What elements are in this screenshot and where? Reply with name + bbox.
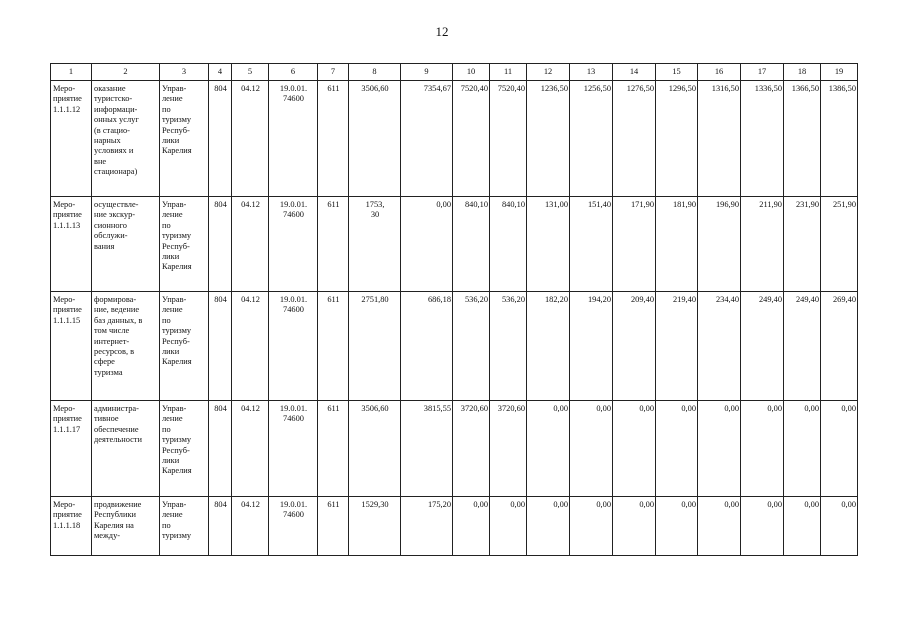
cell-c14: 171,90: [613, 197, 656, 292]
cell-desc-line: Карелия на: [94, 520, 134, 530]
cell-event: [51, 81, 92, 197]
cell-desc-line: осуществле-: [94, 200, 139, 209]
cell-c8-line: 3506,60: [361, 404, 389, 413]
column-header-5: 5: [232, 64, 269, 81]
column-header-11: 11: [490, 64, 527, 81]
cell-c16: 196,90: [698, 197, 741, 292]
cell-c8-line: 1753,: [365, 200, 385, 209]
cell-agency-line: ление: [162, 210, 183, 220]
cell-c10: 0,00: [453, 497, 490, 556]
cell-agency-line: туризму: [162, 326, 192, 336]
cell-agency-line: Управ-: [162, 295, 187, 304]
cell-c6-line: 74600: [283, 414, 304, 424]
cell-c9: 7354,67: [401, 81, 453, 197]
cell-agency-line: ление: [162, 305, 183, 315]
cell-c19: 0,00: [821, 497, 858, 556]
cell-desc-line: (в стацио-: [94, 125, 130, 135]
cell-agency-line: ление: [162, 94, 183, 104]
column-header-8: 8: [349, 64, 401, 81]
cell-c9: 175,20: [401, 497, 453, 556]
cell-c11: 7520,40: [490, 81, 527, 197]
cell-desc-line: обслужи-: [94, 231, 128, 241]
cell-agency-line: Управ-: [162, 500, 187, 509]
cell-c16: 1316,50: [698, 81, 741, 197]
cell-event-line: приятие: [53, 510, 82, 520]
cell-c15: 1296,50: [656, 81, 698, 197]
cell-desc: [92, 497, 160, 556]
cell-c18: 0,00: [784, 401, 821, 497]
cell-c12: 0,00: [527, 401, 570, 497]
cell-agency-line: ление: [162, 510, 183, 520]
cell-c11: 840,10: [490, 197, 527, 292]
cell-c6-line: 74600: [283, 210, 304, 220]
cell-agency-line: Респуб-: [162, 336, 190, 346]
cell-c5: 04.12: [232, 497, 269, 556]
cell-c14: 0,00: [613, 497, 656, 556]
cell-c12: 0,00: [527, 497, 570, 556]
cell-desc-line: тивное: [94, 414, 119, 424]
cell-agency-line: туризму: [162, 531, 192, 541]
cell-c10: 7520,40: [453, 81, 490, 197]
cell-agency: [160, 292, 209, 401]
cell-agency-line: Карелия: [162, 357, 192, 367]
cell-c16: 0,00: [698, 497, 741, 556]
cell-c4: 804: [209, 292, 232, 401]
cell-event-line: Меро-: [53, 500, 76, 509]
cell-c14: 1276,50: [613, 81, 656, 197]
cell-c5: 04.12: [232, 292, 269, 401]
cell-event: [51, 401, 92, 497]
cell-desc-line: администра-: [94, 404, 139, 413]
cell-agency: [160, 81, 209, 197]
cell-c14: 209,40: [613, 292, 656, 401]
cell-agency-line: по: [162, 424, 171, 434]
cell-c13: 0,00: [570, 497, 613, 556]
cell-c15: 0,00: [656, 401, 698, 497]
cell-agency-line: по: [162, 315, 171, 325]
cell-c6-line: 74600: [283, 305, 304, 315]
cell-agency: [160, 197, 209, 292]
column-header-15: 15: [656, 64, 698, 81]
cell-c19: 251,90: [821, 197, 858, 292]
cell-event-line: 1.1.1.17: [53, 424, 81, 434]
cell-agency-line: по: [162, 220, 171, 230]
cell-c18: 0,00: [784, 497, 821, 556]
cell-c6-line: 19.0.01.: [279, 84, 308, 93]
cell-agency-line: лики: [162, 252, 180, 262]
cell-agency-line: Карелия: [162, 466, 192, 476]
cell-c11: 0,00: [490, 497, 527, 556]
cell-c11: 3720,60: [490, 401, 527, 497]
cell-c17: 249,40: [741, 292, 784, 401]
cell-c6-line: 74600: [283, 510, 304, 520]
cell-desc-line: деятельности: [94, 435, 142, 445]
cell-c15: 0,00: [656, 497, 698, 556]
column-header-10: 10: [453, 64, 490, 81]
cell-c17: 1336,50: [741, 81, 784, 197]
cell-agency-line: Респуб-: [162, 241, 190, 251]
cell-desc-line: формирова-: [94, 295, 137, 304]
cell-c19: 269,40: [821, 292, 858, 401]
cell-desc-line: интернет-: [94, 336, 130, 346]
cell-event-line: приятие: [53, 414, 82, 424]
cell-c12: 1236,50: [527, 81, 570, 197]
cell-c7: 611: [318, 292, 349, 401]
cell-agency-line: Управ-: [162, 200, 187, 209]
cell-c16: 0,00: [698, 401, 741, 497]
cell-desc-line: оказание: [94, 84, 126, 93]
cell-c13: 1256,50: [570, 81, 613, 197]
cell-event-line: Меро-: [53, 200, 76, 209]
cell-c6-line: 74600: [283, 94, 304, 104]
cell-c18: 249,40: [784, 292, 821, 401]
cell-c17: 0,00: [741, 401, 784, 497]
column-header-6: 6: [269, 64, 318, 81]
cell-c8: [349, 197, 401, 292]
cell-c13: 151,40: [570, 197, 613, 292]
cell-agency: [160, 497, 209, 556]
cell-agency-line: по: [162, 520, 171, 530]
cell-agency-line: ление: [162, 414, 183, 424]
cell-desc-line: между-: [94, 531, 121, 541]
cell-event-line: Меро-: [53, 84, 76, 93]
cell-c4: 804: [209, 497, 232, 556]
cell-c9: 3815,55: [401, 401, 453, 497]
cell-agency-line: туризму: [162, 231, 192, 241]
cell-event-line: приятие: [53, 210, 82, 220]
cell-desc-line: продвижение: [94, 500, 142, 509]
cell-c8-line: 3506,60: [361, 84, 389, 93]
cell-desc-line: нарных: [94, 136, 121, 146]
cell-desc-line: ресурсов, в: [94, 347, 135, 357]
cell-desc-line: туризма: [94, 367, 123, 377]
cell-c6: [269, 81, 318, 197]
cell-c19: 0,00: [821, 401, 858, 497]
column-header-7: 7: [318, 64, 349, 81]
cell-c9: 0,00: [401, 197, 453, 292]
cell-desc: [92, 292, 160, 401]
cell-agency-line: Управ-: [162, 404, 187, 413]
cell-c18: 1366,50: [784, 81, 821, 197]
cell-c6-line: 19.0.01.: [279, 404, 308, 413]
cell-c6-line: 19.0.01.: [279, 200, 308, 209]
column-header-2: 2: [92, 64, 160, 81]
cell-c10: 3720,60: [453, 401, 490, 497]
cell-c13: 0,00: [570, 401, 613, 497]
cell-c13: 194,20: [570, 292, 613, 401]
cell-c8: [349, 497, 401, 556]
column-header-18: 18: [784, 64, 821, 81]
cell-desc-line: том числе: [94, 326, 130, 336]
column-header-4: 4: [209, 64, 232, 81]
cell-desc-line: стационара): [94, 167, 138, 177]
cell-desc: [92, 197, 160, 292]
cell-c8: [349, 401, 401, 497]
cell-c9: 686,18: [401, 292, 453, 401]
column-header-19: 19: [821, 64, 858, 81]
cell-c5: 04.12: [232, 401, 269, 497]
cell-c10: 840,10: [453, 197, 490, 292]
cell-c6-line: 19.0.01.: [279, 295, 308, 304]
cell-c10: 536,20: [453, 292, 490, 401]
cell-c6: [269, 497, 318, 556]
cell-event-line: приятие: [53, 94, 82, 104]
cell-agency-line: по: [162, 104, 171, 114]
header-row: [51, 64, 858, 81]
budget-table: [50, 63, 858, 556]
cell-agency-line: Респуб-: [162, 445, 190, 455]
cell-c5: 04.12: [232, 81, 269, 197]
cell-agency-line: туризму: [162, 435, 192, 445]
cell-desc-line: баз данных, в: [94, 315, 143, 325]
cell-c8-line: 30: [370, 210, 380, 220]
cell-event-line: 1.1.1.15: [53, 315, 81, 325]
cell-agency-line: Управ-: [162, 84, 187, 93]
cell-c19: 1386,50: [821, 81, 858, 197]
column-header-13: 13: [570, 64, 613, 81]
column-header-12: 12: [527, 64, 570, 81]
cell-agency-line: Карелия: [162, 146, 192, 156]
cell-c7: 611: [318, 401, 349, 497]
cell-event-line: 1.1.1.12: [53, 104, 81, 114]
cell-c5: 04.12: [232, 197, 269, 292]
cell-desc-line: вне: [94, 156, 107, 166]
table-row: [51, 81, 858, 197]
cell-c16: 234,40: [698, 292, 741, 401]
cell-event-line: 1.1.1.18: [53, 520, 81, 530]
table-row: [51, 401, 858, 497]
cell-desc-line: информаци-: [94, 104, 138, 114]
cell-agency-line: туризму: [162, 115, 192, 125]
cell-c6-line: 19.0.01.: [279, 500, 308, 509]
cell-c7: 611: [318, 497, 349, 556]
cell-c8: [349, 81, 401, 197]
cell-c6: [269, 401, 318, 497]
page-number: 12: [435, 24, 449, 39]
cell-c8-line: 2751,80: [361, 295, 389, 304]
table-row: [51, 292, 858, 401]
cell-desc-line: вания: [94, 241, 115, 251]
cell-c4: 804: [209, 401, 232, 497]
cell-c8: [349, 292, 401, 401]
column-header-9: 9: [401, 64, 453, 81]
cell-c7: 611: [318, 81, 349, 197]
cell-c7: 611: [318, 197, 349, 292]
table-row: [51, 197, 858, 292]
cell-c11: 536,20: [490, 292, 527, 401]
cell-event-line: приятие: [53, 305, 82, 315]
cell-event: [51, 497, 92, 556]
cell-c12: 182,20: [527, 292, 570, 401]
cell-desc-line: сфере: [94, 357, 115, 367]
cell-desc-line: обеспечение: [94, 424, 139, 434]
cell-agency-line: Респуб-: [162, 125, 190, 135]
cell-c17: 211,90: [741, 197, 784, 292]
cell-c14: 0,00: [613, 401, 656, 497]
cell-agency-line: лики: [162, 136, 180, 146]
column-header-17: 17: [741, 64, 784, 81]
column-header-3: 3: [160, 64, 209, 81]
cell-desc-line: сионного: [94, 220, 127, 230]
cell-agency-line: лики: [162, 347, 180, 357]
cell-desc-line: онных услуг: [94, 115, 139, 125]
cell-agency-line: Карелия: [162, 262, 192, 272]
cell-desc-line: туристско-: [94, 94, 133, 104]
cell-c12: 131,00: [527, 197, 570, 292]
cell-agency-line: лики: [162, 456, 180, 466]
cell-c18: 231,90: [784, 197, 821, 292]
cell-c17: 0,00: [741, 497, 784, 556]
column-header-14: 14: [613, 64, 656, 81]
column-header-16: 16: [698, 64, 741, 81]
column-header-1: 1: [51, 64, 92, 81]
cell-agency: [160, 401, 209, 497]
cell-desc: [92, 81, 160, 197]
cell-c4: 804: [209, 197, 232, 292]
cell-event: [51, 292, 92, 401]
cell-desc: [92, 401, 160, 497]
cell-c8-line: 1529,30: [361, 500, 389, 509]
cell-desc-line: условиях и: [94, 146, 134, 156]
cell-event-line: Меро-: [53, 404, 76, 413]
cell-event-line: Меро-: [53, 295, 76, 304]
cell-event: [51, 197, 92, 292]
cell-desc-line: ние, ведение: [94, 305, 140, 315]
cell-c4: 804: [209, 81, 232, 197]
cell-c15: 219,40: [656, 292, 698, 401]
cell-c6: [269, 292, 318, 401]
cell-event-line: 1.1.1.13: [53, 220, 81, 230]
cell-c15: 181,90: [656, 197, 698, 292]
table-row: [51, 497, 858, 556]
cell-desc-line: ние экскур-: [94, 210, 136, 220]
cell-desc-line: Республики: [94, 510, 137, 520]
cell-c6: [269, 197, 318, 292]
